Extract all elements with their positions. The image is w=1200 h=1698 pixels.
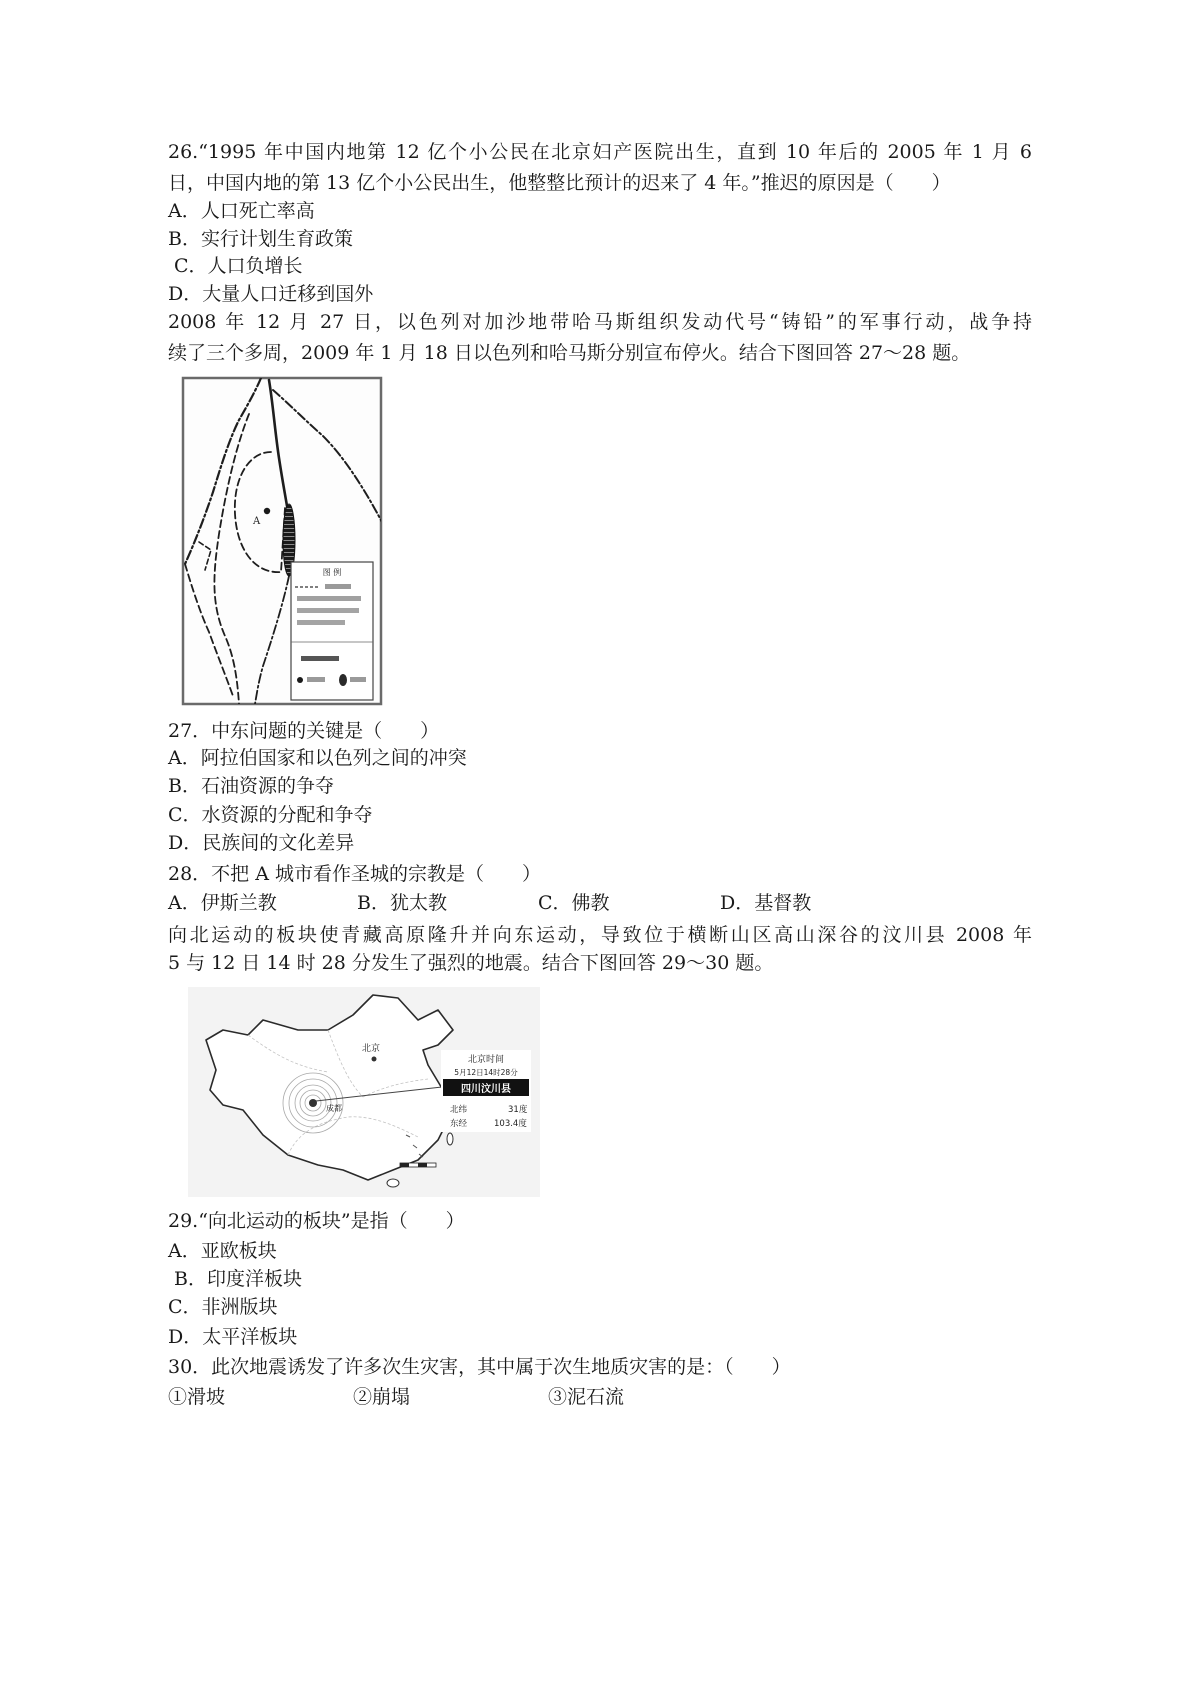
q26-stem-line-1: 26.“1995 年中国内地第 12 亿个小公民在北京妇产医院出生，直到 10 年后的 2005 年 1 月 6	[168, 141, 1032, 163]
latitude-value: 31度	[508, 1105, 528, 1115]
q26-option-d: D．大量人口迁移到国外	[168, 283, 374, 305]
hainan-island	[387, 1179, 399, 1187]
latitude-label: 北纬	[450, 1105, 468, 1115]
epicenter-info-panel	[441, 1050, 531, 1132]
q27-option-a: A．阿拉伯国家和以色列之间的冲突	[168, 747, 467, 769]
legend-text-illegible	[325, 584, 351, 589]
beijing-marker	[372, 1057, 377, 1062]
passage-29-30-line-1: 向北运动的板块使青藏高原隆升并向东运动，导致位于横断山区高山深谷的汶川县 2008 年	[168, 924, 1032, 946]
time-value: 5月12日14时28分	[454, 1068, 518, 1077]
q27-option-d: D．民族间的文化差异	[168, 832, 355, 854]
q27-option-b: B．石油资源的争夺	[168, 775, 334, 797]
legend-text-illegible	[297, 620, 345, 625]
q28-option-c: C．佛教	[538, 892, 610, 914]
passage-27-28-line-2: 续了三个多周，2009 年 1 月 18 日以色列和哈马斯分别宣布停火。结合下图回答 27～28 题。	[168, 342, 971, 364]
time-title: 北京时间	[467, 1055, 505, 1065]
q30-stem: 30．此次地震诱发了许多次生灾害，其中属于次生地质灾害的是：（ ）	[168, 1356, 791, 1378]
chengdu-label: 成都	[326, 1104, 342, 1113]
beijing-label: 北京	[362, 1044, 381, 1054]
epicenter-marker	[309, 1099, 317, 1107]
q30-option-1: ①滑坡	[168, 1386, 226, 1408]
legend-text-illegible	[350, 677, 366, 682]
q26-option-a: A．人口死亡率高	[168, 200, 315, 222]
q26-option-b: B．实行计划生育政策	[168, 228, 353, 250]
legend-scale-bar	[301, 656, 339, 661]
q29-option-d: D．太平洋板块	[168, 1326, 298, 1348]
longitude-label: 东经	[450, 1119, 468, 1129]
epicenter-name: 四川汶川县	[461, 1084, 511, 1095]
q28-option-b: B．犹太教	[357, 892, 447, 914]
city-a-marker	[264, 508, 270, 514]
q26-stem-line-2: 日，中国内地的第 13 亿个小公民出生，他整整比预计的迟来了 4 年。”推迟的原因是（ ）	[168, 172, 951, 194]
legend-text-illegible	[307, 677, 325, 682]
q28-stem: 28．不把 A 城市看作圣城的宗教是（ ）	[168, 863, 541, 885]
legend-city-symbol	[297, 677, 303, 683]
passage-27-28-line-1: 2008 年 12 月 27 日，以色列对加沙地带哈马斯组织发动代号“铸铅”的军事行动，战争持	[168, 311, 1032, 333]
china-earthquake-map	[188, 987, 540, 1197]
q29-option-b: B．印度洋板块	[174, 1268, 302, 1290]
q29-stem: 29.“向北运动的板块”是指（ ）	[168, 1210, 465, 1232]
q26-option-c: C．人口负增长	[174, 255, 303, 277]
legend-text-illegible	[297, 608, 359, 613]
city-a-label: A	[253, 516, 261, 527]
legend-dead-sea-symbol	[339, 674, 347, 686]
middle-east-map	[177, 374, 387, 708]
legend-text-illegible	[297, 596, 361, 601]
longitude-value: 103.4度	[494, 1119, 527, 1129]
scale-bar	[400, 1163, 436, 1167]
q30-option-2: ②崩塌	[353, 1386, 411, 1408]
legend-title: 图 例	[322, 568, 342, 577]
q27-option-c: C．水资源的分配和争夺	[168, 804, 373, 826]
q29-option-a: A．亚欧板块	[168, 1240, 277, 1262]
q28-option-d: D．基督教	[720, 892, 812, 914]
q29-option-c: C．非洲版块	[168, 1296, 278, 1318]
q28-option-a: A．伊斯兰教	[168, 892, 277, 914]
taiwan-island	[447, 1133, 453, 1145]
passage-29-30-line-2: 5 与 12 日 14 时 28 分发生了强烈的地震。结合下图回答 29～30 题。	[168, 952, 774, 974]
q30-option-3: ③泥石流	[548, 1386, 625, 1408]
q27-stem: 27．中东问题的关键是（ ）	[168, 720, 440, 742]
legend-box	[291, 562, 373, 700]
